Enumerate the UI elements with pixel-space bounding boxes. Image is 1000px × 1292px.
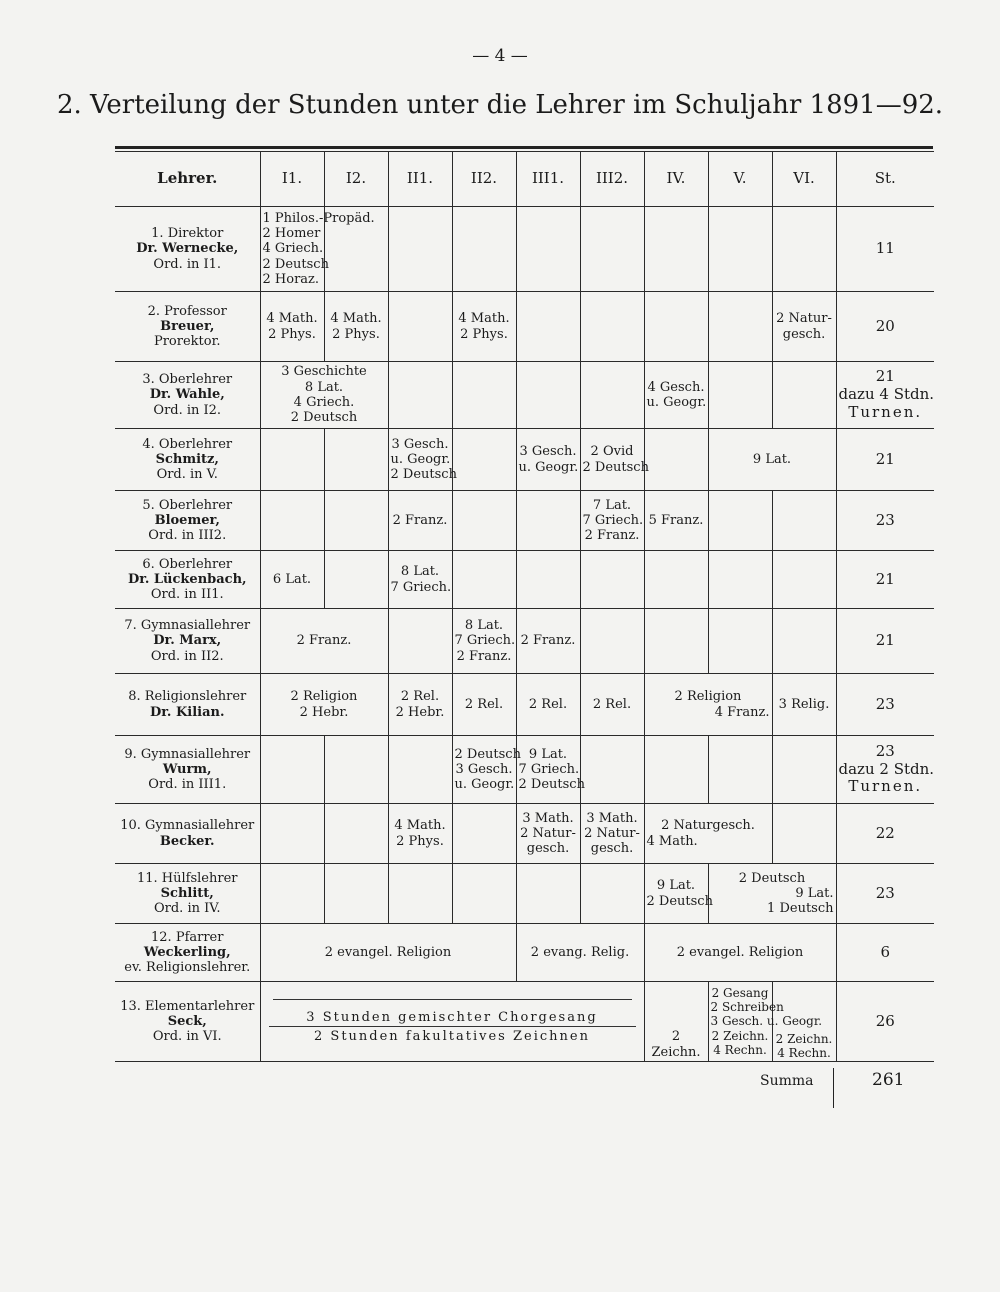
teacher-title: 13. Elementarlehrer	[120, 998, 255, 1014]
cell-line: 4 Math.	[266, 311, 318, 327]
teacher-ord: Ord. in V.	[156, 467, 218, 483]
teacher-ord: ev. Religionslehrer.	[124, 960, 251, 976]
cell-r13-chor-zeichnen	[260, 982, 644, 1062]
teacher-name: Bloemer,	[154, 512, 220, 528]
cell-r8-ii1	[388, 674, 452, 736]
teacher-name: Dr. Wernecke,	[136, 241, 239, 257]
teacher-title: 12. Pfarrer	[151, 929, 224, 945]
teacher-cell	[115, 609, 260, 674]
cell-r4-ii1	[388, 429, 457, 491]
summa-divider	[833, 1068, 834, 1108]
cell-empty	[708, 292, 772, 362]
cell-r8-iv-v	[644, 674, 772, 736]
cell-empty	[388, 207, 452, 292]
cell-r5-ii1: 2 Franz.	[388, 491, 452, 551]
table-row	[115, 429, 934, 491]
teacher-ord: Ord. in II1.	[150, 587, 224, 603]
cell-line: 2 Deutsch	[738, 870, 806, 886]
cell-empty	[580, 207, 644, 292]
cell-r4-iii2	[580, 429, 649, 491]
page-number: — 4 —	[472, 46, 528, 66]
cell-line: 4 Griech.	[262, 241, 324, 257]
cell-empty	[388, 736, 452, 804]
teacher-cell	[115, 207, 260, 292]
teacher-cell	[115, 804, 260, 864]
cell-empty	[644, 207, 708, 292]
teacher-title: 1. Direktor	[151, 226, 224, 241]
cell-empty	[452, 207, 516, 292]
rule-line	[269, 1026, 636, 1027]
teacher-name: Breuer,	[160, 318, 215, 334]
cell-empty	[644, 736, 708, 804]
cell-line: 4 Math.	[458, 311, 510, 327]
cell-empty	[708, 609, 772, 674]
teacher-title: 7. Gymnasiallehrer	[124, 618, 251, 633]
cell-empty	[580, 551, 644, 609]
cell-line: 4 Math.	[646, 833, 698, 849]
cell-empty	[580, 864, 644, 924]
cell-line: 1 Philos.-Propäd.	[262, 210, 375, 226]
cell-r12-iii: 2 evang. Relig.	[516, 924, 644, 982]
cell-line: 3 Geschichte	[281, 364, 367, 380]
teacher-cell	[115, 924, 260, 982]
cell-empty	[772, 362, 836, 429]
teacher-name: Weckerling,	[143, 944, 231, 960]
cell-empty	[516, 864, 580, 924]
teacher-cell	[115, 292, 260, 362]
cell-r2-i1	[260, 292, 324, 362]
cell-r8-i	[260, 674, 388, 736]
cell-r7-iii1: 2 Franz.	[516, 609, 580, 674]
cell-line: 3 Gesch.	[519, 444, 577, 460]
cell-r7-ii2	[452, 609, 516, 674]
col-header-iv: IV.	[644, 152, 708, 207]
hours-total: 23	[836, 674, 934, 736]
cell-r13-iv: 2 Zeichn.	[644, 982, 708, 1062]
col-header-iii1: III1.	[516, 152, 580, 207]
cell-line: 2 Franz.	[584, 528, 640, 544]
cell-line: 2 Deutsch	[390, 467, 457, 483]
cell-r8-vi: 3 Relig.	[772, 674, 836, 736]
cell-line: u. Geogr.	[646, 395, 707, 410]
table-row	[115, 736, 934, 804]
table-row	[115, 924, 934, 982]
page-title: 2. Verteilung der Stunden unter die Lehrer im Schuljahr 1891—92.	[56, 90, 944, 120]
cell-r10-ii1	[388, 804, 452, 864]
cell-r2-ii2	[452, 292, 516, 362]
cell-r12-i-ii: 2 evangel. Religion	[260, 924, 516, 982]
teacher-title: 4. Oberlehrer	[142, 436, 233, 452]
teacher-ord: Ord. in I2.	[153, 402, 222, 418]
teacher-name: Dr. Marx,	[153, 633, 222, 649]
cell-line: 3 Math.	[586, 810, 638, 826]
cell-line: 4 Math.	[394, 818, 446, 834]
teacher-cell	[115, 674, 260, 736]
cell-line: 4 Franz.	[714, 704, 770, 720]
cell-line: 2 Natur-	[520, 825, 576, 841]
cell-r6-i1: 6 Lat.	[260, 551, 324, 609]
cell-empty	[772, 491, 836, 551]
cell-line: 8 Lat.	[400, 564, 440, 580]
cell-line: 2 Homer	[262, 226, 321, 241]
cell-r10-iii1	[516, 804, 580, 864]
cell-empty	[260, 736, 324, 804]
cell-line: 2 Natur-	[776, 311, 832, 327]
cell-line: gesch.	[526, 841, 570, 857]
teacher-cell	[115, 864, 260, 924]
cell-empty	[260, 864, 324, 924]
cell-line: 2 Horaz.	[262, 271, 320, 287]
cell-line: 2 Deutsch	[646, 893, 713, 909]
hours-total: 21	[836, 551, 934, 609]
cell-line: 2 Deutsch	[582, 459, 649, 475]
cell-line: 2 Deutsch	[454, 746, 521, 762]
cell-line: 2 Religion	[290, 689, 358, 705]
col-header-i1: I1.	[260, 152, 324, 207]
col-header-iii2: III2.	[580, 152, 644, 207]
cell-line: 2 Religion	[674, 689, 742, 705]
teacher-ord: Ord. in I1.	[153, 256, 222, 272]
cell-line: 9 Lat.	[528, 746, 568, 762]
cell-r6-ii1	[388, 551, 452, 609]
table-row	[115, 982, 934, 1062]
hours-total: 20	[836, 292, 934, 362]
table-row	[115, 491, 934, 551]
col-header-i2: I2.	[324, 152, 388, 207]
cell-empty	[516, 551, 580, 609]
hours-total: 23	[836, 864, 934, 924]
cell-empty	[772, 551, 836, 609]
cell-line: dazu 4 Stdn.	[838, 385, 935, 404]
cell-empty	[324, 491, 388, 551]
distribution-table	[115, 151, 934, 1062]
cell-empty	[260, 491, 324, 551]
col-header-ii2: II2.	[452, 152, 516, 207]
cell-line: 4 Gesch.	[647, 379, 705, 395]
cell-line: 3 Gesch.	[455, 761, 513, 777]
cell-empty	[452, 362, 516, 429]
cell-empty	[644, 292, 708, 362]
cell-r4-v: 9 Lat.	[708, 429, 836, 491]
cell-line: u. Geogr.	[390, 451, 451, 467]
cell-line: 2 Franz.	[456, 648, 512, 664]
col-header-st: St.	[836, 152, 934, 207]
summa-value: 261	[872, 1070, 905, 1090]
col-header-ii1: II1.	[388, 152, 452, 207]
cell-line: 7 Lat.	[592, 497, 632, 513]
cell-empty	[516, 362, 580, 429]
cell-r12-iv-vi: 2 evangel. Religion	[644, 924, 836, 982]
teacher-title: 5. Oberlehrer	[142, 497, 233, 513]
cell-line: 9 Lat.	[795, 885, 834, 901]
hours-total	[836, 736, 934, 804]
cell-line: gesch.	[782, 326, 826, 342]
cell-line: 2 Gesang	[711, 986, 769, 1001]
cell-empty	[772, 207, 836, 292]
cell-r5-iii2	[580, 491, 644, 551]
cell-empty	[388, 292, 452, 362]
table-row	[115, 362, 934, 429]
cell-line: 2 Phys.	[268, 326, 316, 342]
table-row	[115, 674, 934, 736]
cell-empty	[260, 804, 324, 864]
hours-total: 26	[836, 982, 934, 1062]
cell-line: 23	[875, 741, 895, 760]
table-row	[115, 551, 934, 609]
summa-label: Summa	[760, 1073, 814, 1089]
cell-line: gesch.	[590, 841, 634, 857]
teacher-ord: Prorektor.	[153, 334, 221, 350]
cell-empty	[644, 429, 708, 491]
teacher-cell	[115, 429, 260, 491]
teacher-name: Seck,	[167, 1013, 207, 1029]
cell-empty	[516, 207, 580, 292]
cell-r8-iii1: 2 Rel.	[516, 674, 580, 736]
cell-empty	[708, 491, 772, 551]
cell-line: u. Geogr.	[454, 777, 515, 793]
cell-empty	[388, 864, 452, 924]
cell-line: 4 Rechn.	[713, 1042, 767, 1057]
teacher-cell	[115, 362, 260, 429]
cell-r1-i1	[260, 207, 375, 292]
cell-line: 2 Deutsch	[518, 777, 585, 793]
cell-empty	[708, 362, 772, 429]
col-header-vi: VI.	[772, 152, 836, 207]
cell-r8-ii2: 2 Rel.	[452, 674, 516, 736]
cell-empty	[452, 804, 516, 864]
cell-empty	[516, 491, 580, 551]
teacher-title: 8. Religionslehrer	[128, 689, 247, 705]
cell-r3-iv	[644, 362, 708, 429]
cell-line: 2 Schreiben	[710, 1000, 784, 1015]
teacher-name: Schmitz,	[155, 451, 219, 467]
cell-empty	[772, 736, 836, 804]
cell-line: 2 Deutsch	[262, 256, 329, 272]
hours-total: 11	[836, 207, 934, 292]
table-row	[115, 292, 934, 362]
cell-line: 7 Griech.	[390, 579, 452, 595]
top-rule	[115, 146, 933, 149]
teacher-cell	[115, 491, 260, 551]
col-header-v: V.	[708, 152, 772, 207]
cell-r9-ii2	[452, 736, 521, 804]
cell-empty	[708, 736, 772, 804]
table-row	[115, 804, 934, 864]
cell-line: 2 Rel.	[400, 689, 440, 705]
hours-total: 22	[836, 804, 934, 864]
cell-empty	[516, 292, 580, 362]
cell-empty	[452, 551, 516, 609]
cell-r4-iii1	[516, 429, 580, 491]
teacher-ord: Ord. in II2.	[150, 648, 224, 664]
header-row	[115, 152, 934, 207]
teacher-title: 11. Hülfslehrer	[136, 870, 238, 886]
cell-line: 2 Phys.	[396, 833, 444, 849]
teacher-name: Becker.	[159, 833, 215, 849]
cell-empty	[452, 429, 516, 491]
cell-line: u. Geogr.	[518, 459, 579, 475]
cell-r10-iv-v	[644, 804, 772, 864]
teacher-title: 9. Gymnasiallehrer	[124, 746, 251, 762]
cell-r2-vi	[772, 292, 836, 362]
cell-line: 3 Stunden gemischter Chorgesang	[306, 1010, 598, 1026]
cell-line: 4 Rechn.	[777, 1045, 831, 1060]
cell-line: 2 Naturgesch.	[661, 818, 755, 834]
cell-empty	[772, 804, 836, 864]
cell-empty	[324, 429, 388, 491]
teacher-name: Dr. Kilian.	[150, 704, 225, 720]
cell-r11-v-vi	[708, 864, 836, 924]
cell-empty	[580, 609, 644, 674]
cell-empty	[324, 551, 388, 609]
cell-r13-v	[708, 982, 823, 1062]
cell-line: 2 Phys.	[332, 326, 380, 342]
cell-empty	[452, 491, 516, 551]
cell-empty	[644, 551, 708, 609]
hours-total: 21	[836, 429, 934, 491]
table-row	[115, 609, 934, 674]
cell-r9-iii1	[516, 736, 585, 804]
teacher-name: Dr. Lückenbach,	[127, 571, 247, 587]
cell-r11-iv	[644, 864, 713, 924]
teacher-title: 6. Oberlehrer	[142, 556, 233, 572]
hours-total	[836, 362, 934, 429]
teacher-title: 2. Professor	[147, 303, 227, 319]
table-row	[115, 864, 934, 924]
cell-empty	[580, 362, 644, 429]
hours-total: 23	[836, 491, 934, 551]
cell-line: dazu 2 Stdn.	[838, 759, 935, 778]
cell-empty	[260, 429, 324, 491]
teacher-cell	[115, 982, 260, 1062]
cell-empty	[580, 292, 644, 362]
teacher-name: Dr. Wahle,	[149, 387, 225, 403]
cell-empty	[324, 804, 388, 864]
teacher-title: 10. Gymnasiallehrer	[120, 818, 255, 834]
table-row	[115, 207, 934, 292]
cell-line: 7 Griech.	[454, 633, 516, 649]
cell-line: 21	[875, 367, 895, 386]
cell-line: 3 Math.	[522, 810, 574, 826]
cell-r2-i2	[324, 292, 388, 362]
cell-r7-i: 2 Franz.	[260, 609, 388, 674]
cell-line: 9 Lat.	[656, 878, 696, 894]
cell-r8-iii2: 2 Rel.	[580, 674, 644, 736]
cell-line: 7 Griech.	[582, 512, 644, 528]
cell-r5-iv: 5 Franz.	[644, 491, 708, 551]
cell-empty	[708, 207, 772, 292]
cell-r10-iii2	[580, 804, 644, 864]
cell-empty	[708, 551, 772, 609]
teacher-title: 3. Oberlehrer	[142, 372, 233, 387]
cell-r3-i	[260, 362, 388, 429]
teacher-name: Wurm,	[162, 761, 212, 777]
cell-line: 2 Hebr.	[395, 704, 445, 720]
teacher-cell	[115, 736, 260, 804]
cell-line: 2 Deutsch	[290, 410, 358, 426]
cell-empty	[324, 864, 388, 924]
cell-line: 8 Lat.	[464, 618, 504, 633]
cell-line: 3 Gesch. u. Geogr.	[710, 1014, 823, 1029]
cell-line: 2 Zeichn.	[711, 1028, 769, 1043]
cell-line: 1 Deutsch	[767, 901, 834, 917]
cell-empty	[772, 609, 836, 674]
cell-line: Turnen.	[848, 402, 923, 421]
cell-line: 4 Griech.	[293, 395, 355, 410]
hours-total: 21	[836, 609, 934, 674]
col-header-lehrer: Lehrer.	[115, 152, 260, 207]
cell-empty	[324, 736, 388, 804]
cell-line: 2 Phys.	[460, 326, 508, 342]
cell-line: 4 Math.	[330, 311, 382, 327]
cell-empty	[388, 609, 452, 674]
cell-empty	[388, 362, 452, 429]
cell-line: 2 Natur-	[584, 825, 640, 841]
brace-line	[273, 999, 632, 1008]
cell-line: 8 Lat.	[304, 379, 344, 395]
cell-line: 7 Griech.	[518, 761, 580, 777]
teacher-name: Schlitt,	[160, 885, 214, 901]
cell-line: 2 Stunden fakultatives Zeichnen	[314, 1028, 590, 1044]
hours-total: 6	[836, 924, 934, 982]
teacher-ord: Ord. in III1.	[148, 777, 227, 793]
cell-line: 2 Hebr.	[299, 704, 349, 720]
teacher-ord: Ord. in IV.	[153, 901, 221, 917]
cell-line: Turnen.	[848, 777, 923, 796]
cell-line: 2 Ovid	[590, 444, 634, 460]
teacher-ord: Ord. in VI.	[152, 1029, 222, 1045]
teacher-ord: Ord. in III2.	[148, 528, 227, 544]
teacher-cell	[115, 551, 260, 609]
cell-line: 3 Gesch.	[391, 436, 449, 452]
cell-empty	[580, 736, 644, 804]
cell-line: 2 Zeichn.	[775, 1031, 833, 1046]
cell-empty	[644, 609, 708, 674]
cell-empty	[452, 864, 516, 924]
